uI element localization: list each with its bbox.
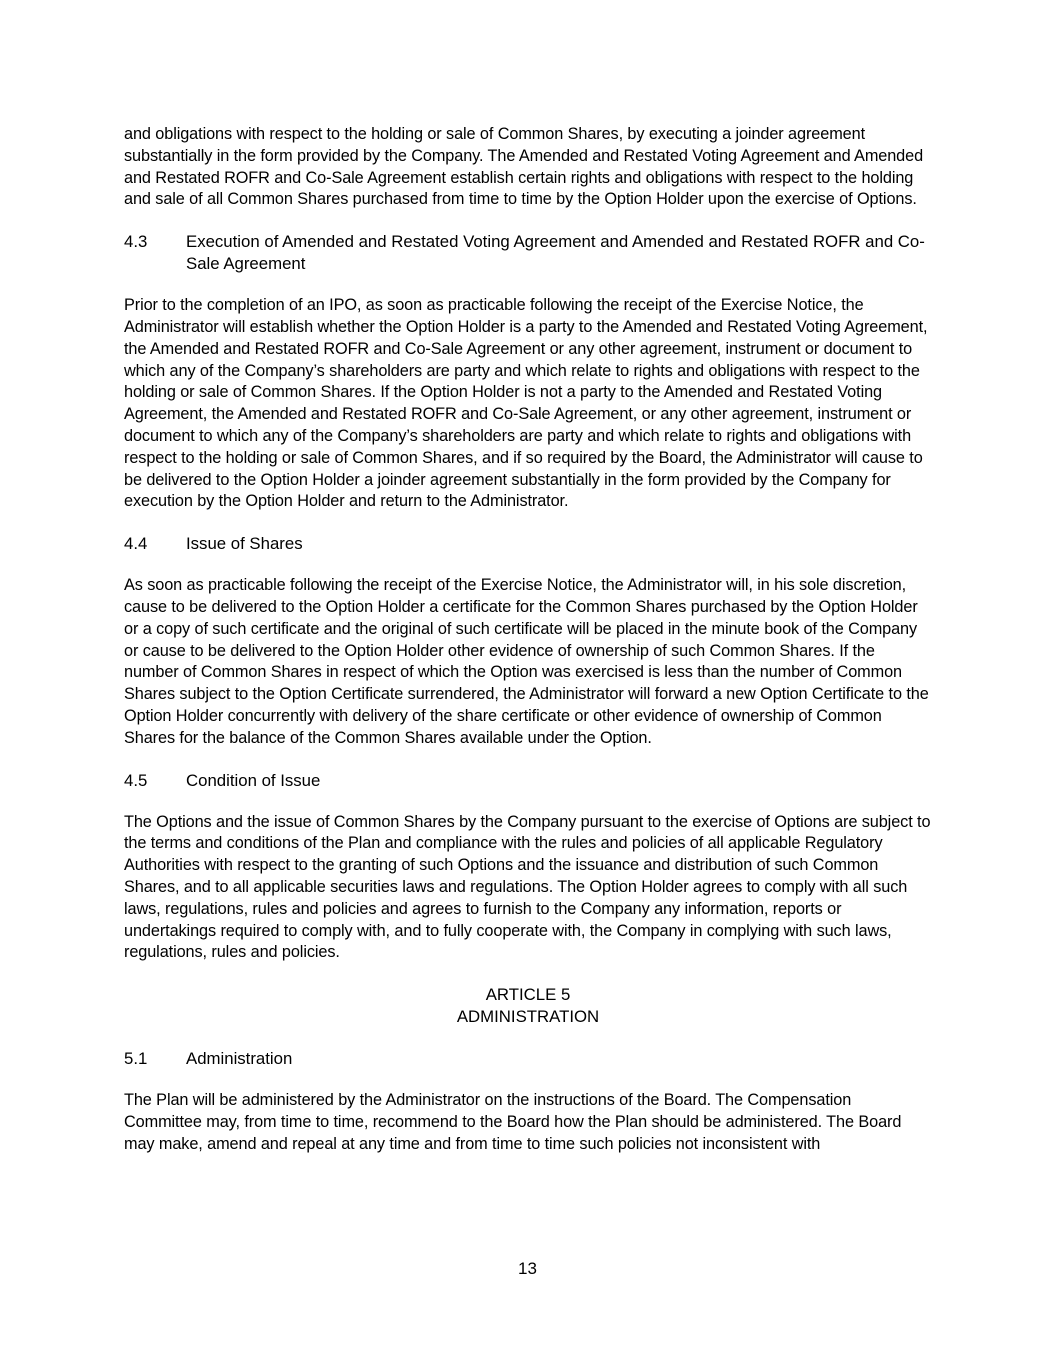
section-number: 4.5 bbox=[124, 770, 148, 790]
article-number: ARTICLE 5 bbox=[485, 985, 571, 1005]
section-heading-4-3 bbox=[124, 231, 932, 275]
document-page bbox=[124, 124, 932, 1156]
section-body-4-4: As soon as practicable following the receipt of the Exercise Notice, the Administrator will, in his sole discretion, cause to be delivered to the Option Holder a certificate for the Common Shares purchased by the Option Holder or a copy of such certificate and the original of such certificate will be placed in the minute book of the Company or cause to be delivered to the Option Holder other evidence of ownership of such Common Shares. If the number of Common Shares in respect of which the Option was exercised is less than the number of Common Shares subject to the Option Certificate surrendered, the Administrator will forward a new Option Certificate to the Option Holder concurrently with delivery of the share certificate or other evidence of ownership of Common Shares for the balance of the Common Shares available under the Option. bbox=[124, 576, 929, 747]
section-heading-4-4 bbox=[124, 533, 932, 555]
article-heading bbox=[124, 984, 932, 1028]
section-title: Issue of Shares bbox=[186, 534, 303, 554]
page-number: 13 bbox=[518, 1259, 537, 1278]
section-body-5-1: The Plan will be administered by the Administrator on the instructions of the Board. The Compensation Committee may, from time to time, recommend to the Board how the Plan should be administered. The Board may make, amend and repeal at any time and from time to time such policies not inconsistent with bbox=[124, 1091, 902, 1153]
section-heading-4-5 bbox=[124, 770, 932, 792]
article-title: ADMINISTRATION bbox=[456, 1007, 600, 1027]
section-title: Administration bbox=[186, 1049, 293, 1069]
section-heading-5-1 bbox=[124, 1048, 932, 1070]
section-number: 5.1 bbox=[124, 1049, 148, 1069]
section-body-4-3: Prior to the completion of an IPO, as soon as practicable following the receipt of the Exercise Notice, the Administrator will establish whether the Option Holder is a party to the Amended and Restated Voting Agreement, the Amended and Restated ROFR and Co-Sale Agreement or any other agreement, instrument or document to which any of the Company’s shareholders are party and which relate to rights and obligations with respect to the holding or sale of Common Shares. If the Option Holder is not a party to the Amended and Restated Voting Agreement, the Amended and Restated ROFR and Co-Sale Agreement, or any other agreement, instrument or document to which any of the Company’s shareholders are party and which relate to rights and obligations with respect to the holding or sale of Common Shares, and if so required by the Board, the Administrator will cause to be delivered to the Option Holder a joinder agreement substantially in the form provided by the Company for execution by the Option Holder and return to the Administrator. bbox=[124, 296, 928, 511]
section-number: 4.4 bbox=[124, 534, 148, 554]
section-title: Execution of Amended and Restated Voting Agreement and Amended and Restated ROFR and Co-Sale Agreement bbox=[186, 232, 925, 274]
section-body-4-5: The Options and the issue of Common Shares by the Company pursuant to the exercise of Options are subject to the terms and conditions of the Plan and compliance with the rules and policies of all applicable Regulatory Authorities with respect to the granting of such Options and the issuance and distribution of such Common Shares, and to all applicable securities laws and regulations. The Option Holder agrees to comply with all such laws, regulations, rules and policies and agrees to furnish to the Company any information, reports or undertakings required to comply with, and to fully cooperate with, the Company in complying with such laws, regulations, rules and policies. bbox=[124, 812, 931, 962]
continued-paragraph: and obligations with respect to the holding or sale of Common Shares, by executing a joinder agreement substantially in the form provided by the Company. The Amended and Restated Voting Agreement and Amended and Restated ROFR and Co-Sale Agreement establish certain rights and obligations with respect to the holding and sale of all Common Shares purchased from time to time by the Option Holder upon the exercise of Options. bbox=[124, 125, 924, 209]
section-number: 4.3 bbox=[124, 232, 148, 252]
section-title: Condition of Issue bbox=[186, 770, 321, 790]
